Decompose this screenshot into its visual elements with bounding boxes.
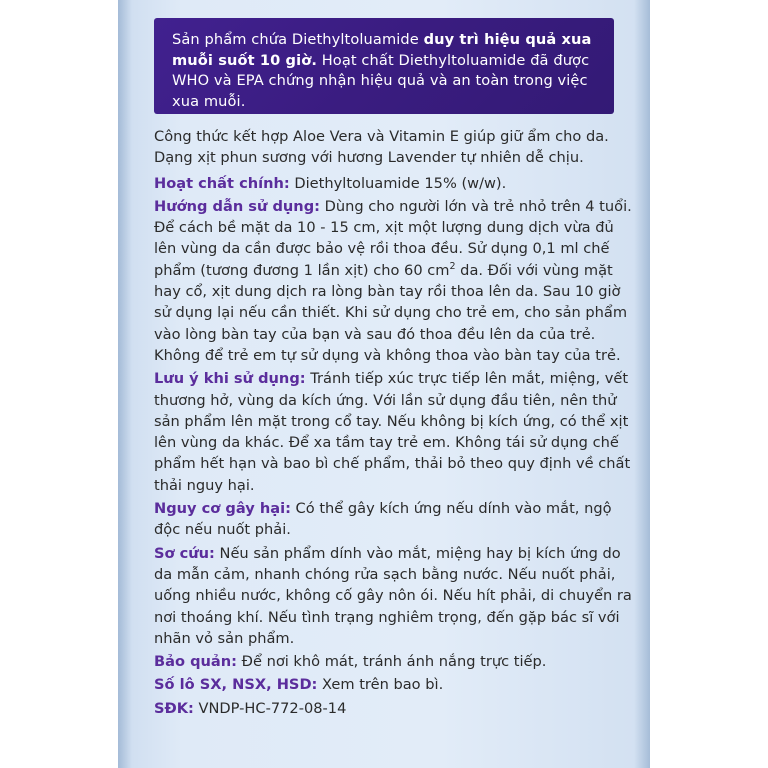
highlight-text-bold: duy trì hiệu quả xua muỗi suốt 10 giờ. (172, 31, 592, 69)
superscript-square: 2 (449, 260, 456, 272)
label-right-edge-shading (634, 0, 650, 768)
section-heading-hazards: Nguy cơ gây hại: (154, 500, 291, 518)
section-body-hazards: Có thể gây kích ứng nếu dính vào mắt, ngộ độc nếu nuốt phải. (154, 500, 612, 539)
section-body-directions-part1: Dùng cho người lớn và trẻ nhỏ trên 4 tuổi. Để cách bề mặt da 10 - 15 cm, xịt một lượng dung dịch vừa đủ lên vùng da cần được bảo vệ rồi thoa đều. Sử dụng 0,1 ml chế phẩm (tương đương 1 lần xịt) cho 60 cm (154, 197, 632, 279)
section-batch-dates (154, 674, 632, 695)
section-heading-batch-dates: Số lô SX, NSX, HSD: (154, 676, 318, 694)
highlight-callout-box (154, 18, 614, 114)
section-heading-directions: Hướng dẫn sử dụng: (154, 197, 320, 215)
section-heading-first-aid: Sơ cứu: (154, 544, 215, 562)
section-body-registration-number: VNDP-HC-772-08-14 (193, 699, 347, 717)
section-active-ingredient (154, 173, 632, 194)
label-left-edge-shading (118, 0, 132, 768)
section-heading-registration-number: SĐK: (154, 699, 194, 717)
section-body-cautions: Tránh tiếp xúc trực tiếp lên mắt, miệng, vết thương hở, vùng da kích ứng. Với lần sử dụng đầu tiên, nên thử sản phẩm lên mặt trong cổ tay. Nếu không bị kích ứng, có thể xịt lên vùng da khác. Để xa tầm tay trẻ em. Không tái sử dụng chế phẩm hết hạn và bao bì chế phẩm, thải bỏ theo quy định về chất thải nguy hại. (154, 370, 631, 494)
section-first-aid (154, 543, 632, 649)
product-label-panel (118, 0, 650, 768)
section-cautions (154, 368, 632, 496)
section-registration-number (154, 698, 632, 719)
section-storage (154, 651, 632, 672)
highlight-text-after-bold: Hoạt chất Diethyltoluamide đã được WHO và EPA chứng nhận hiệu quả và an toàn trong việc xua muỗi. (172, 51, 590, 111)
section-body-batch-dates: Xem trên bao bì. (317, 676, 444, 694)
highlight-text-before-bold: Sản phẩm chứa Diethyltoluamide (172, 31, 424, 48)
section-body-storage: Để nơi khô mát, tránh ánh nắng trực tiếp. (237, 653, 547, 671)
section-body-first-aid: Nếu sản phẩm dính vào mắt, miệng hay bị kích ứng do da mẫn cảm, nhanh chóng rửa sạch bằng nước. Nếu nuốt phải, uống nhiều nước, không cố gây nôn ói. Nếu hít phải, di chuyển ra nơi thoáng khí. Nếu tình trạng nghiêm trọng, đến gặp bác sĩ với nhãn vỏ sản phẩm. (154, 544, 632, 647)
highlight-callout-text (172, 30, 598, 113)
label-body-content (154, 126, 632, 720)
section-heading-cautions: Lưu ý khi sử dụng: (154, 370, 306, 388)
section-body-directions-part2: da. Đối với vùng mặt hay cổ, xịt dung dịch ra lòng bàn tay rồi thoa lên da. Sau 10 giờ sử dụng lại nếu cần thiết. Khi sử dụng cho trẻ em, cho sản phẩm vào lòng bàn tay của bạn và sau đó thoa đều lên da của trẻ. Không để trẻ em tự sử dụng và không thoa vào bàn tay của trẻ. (154, 261, 628, 364)
section-hazards (154, 498, 632, 541)
section-directions (154, 196, 632, 366)
section-heading-active-ingredient: Hoạt chất chính: (154, 174, 290, 192)
intro-paragraph: Công thức kết hợp Aloe Vera và Vitamin E giúp giữ ẩm cho da. Dạng xịt phun sương với hương Lavender tự nhiên dễ chịu. (154, 128, 609, 167)
section-heading-storage: Bảo quản: (154, 653, 237, 671)
section-body-active-ingredient: Diethyltoluamide 15% (w/w). (289, 174, 507, 192)
